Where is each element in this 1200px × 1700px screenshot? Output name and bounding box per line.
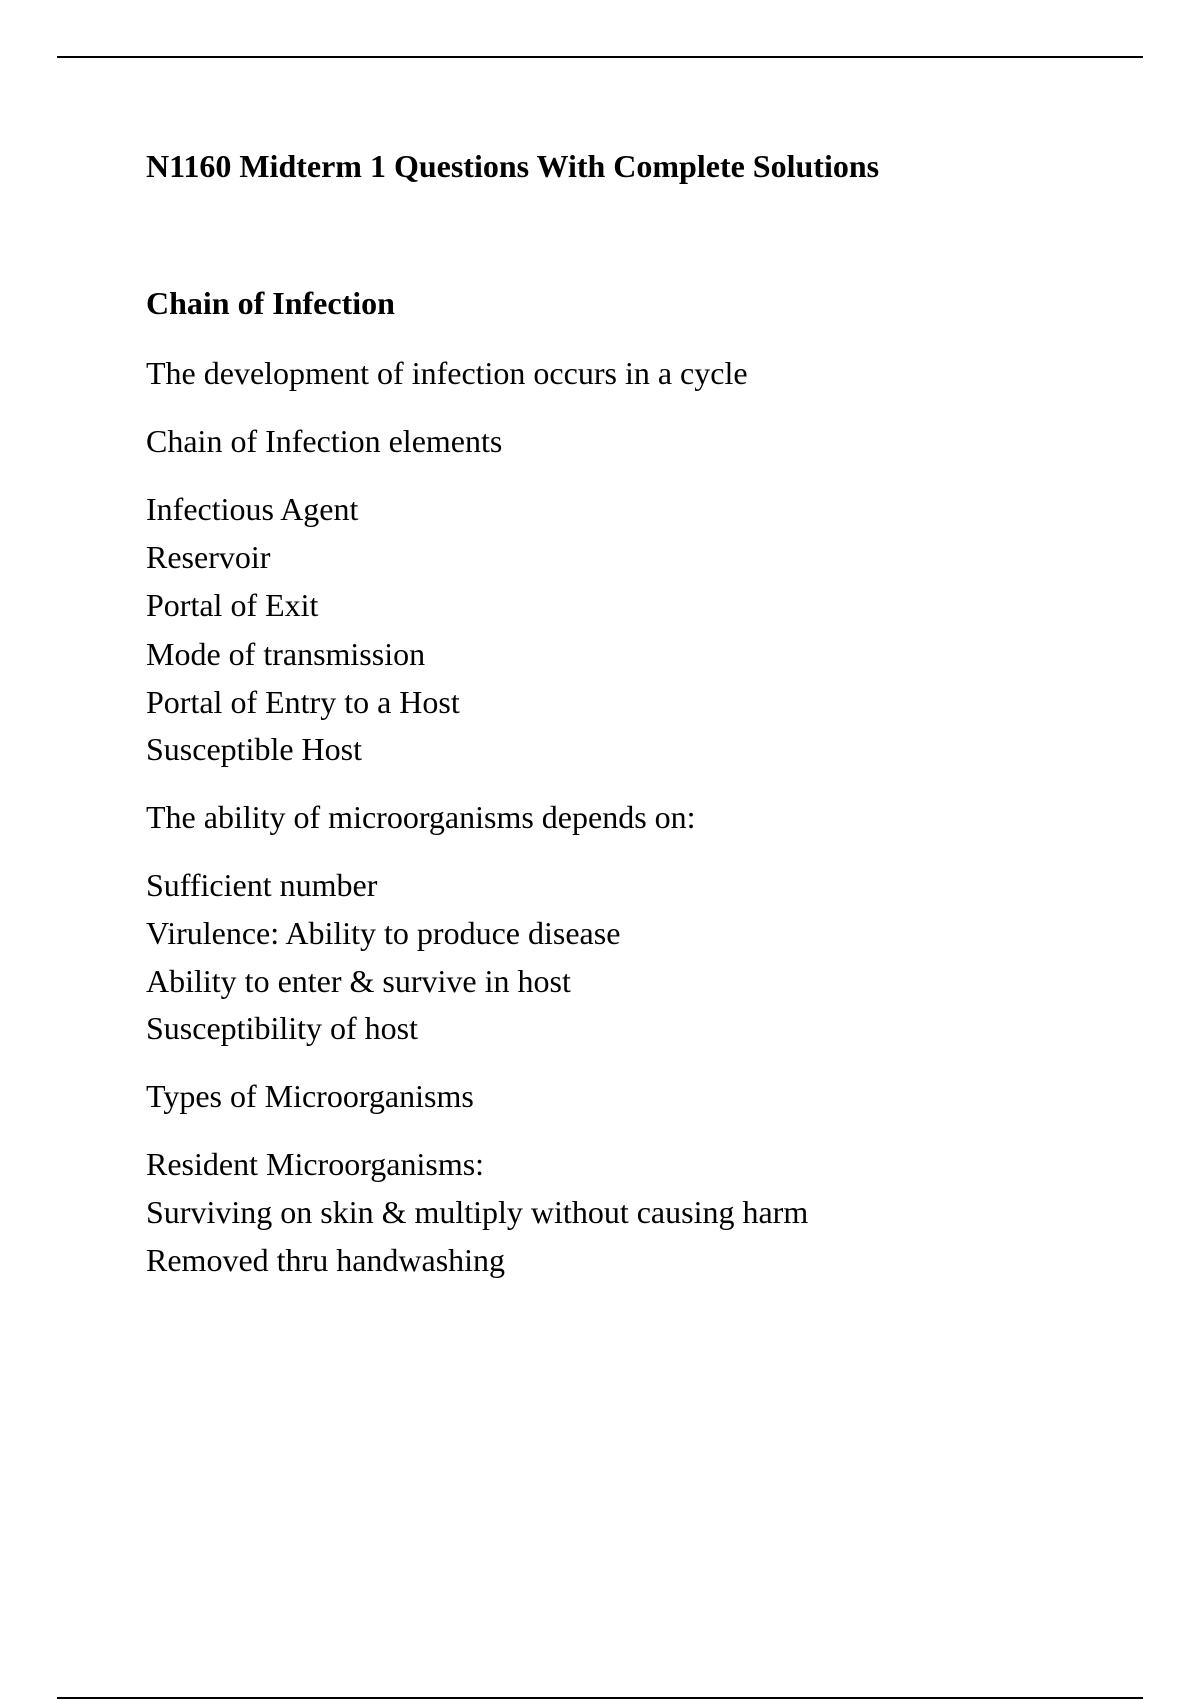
elements-label: Chain of Infection elements — [146, 423, 503, 459]
list-item: Sufficient number — [146, 867, 378, 903]
list-item: Removed thru handwashing — [146, 1242, 506, 1278]
list-item: Portal of Exit — [146, 587, 319, 623]
page-title: N1160 Midterm 1 Questions With Complete Solutions — [146, 148, 880, 184]
bottom-rule — [57, 1697, 1143, 1699]
list-item: Virulence: Ability to produce disease — [146, 915, 621, 951]
list-item: Mode of transmission — [146, 636, 426, 672]
section-heading: Chain of Infection — [146, 285, 395, 321]
list-item: Resident Microorganisms: — [146, 1146, 485, 1182]
intro-text: The development of infection occurs in a cycle — [146, 355, 748, 391]
list-item: Susceptibility of host — [146, 1010, 418, 1046]
list-item: Infectious Agent — [146, 491, 359, 527]
list-item: Reservoir — [146, 539, 271, 575]
list-item: Ability to enter & survive in host — [146, 963, 571, 999]
ability-label: The ability of microorganisms depends on: — [146, 799, 696, 835]
list-item: Surviving on skin & multiply without causing harm — [146, 1194, 809, 1230]
list-item: Portal of Entry to a Host — [146, 684, 460, 720]
top-rule — [57, 56, 1143, 58]
list-item: Susceptible Host — [146, 731, 362, 767]
types-label: Types of Microorganisms — [146, 1078, 474, 1114]
